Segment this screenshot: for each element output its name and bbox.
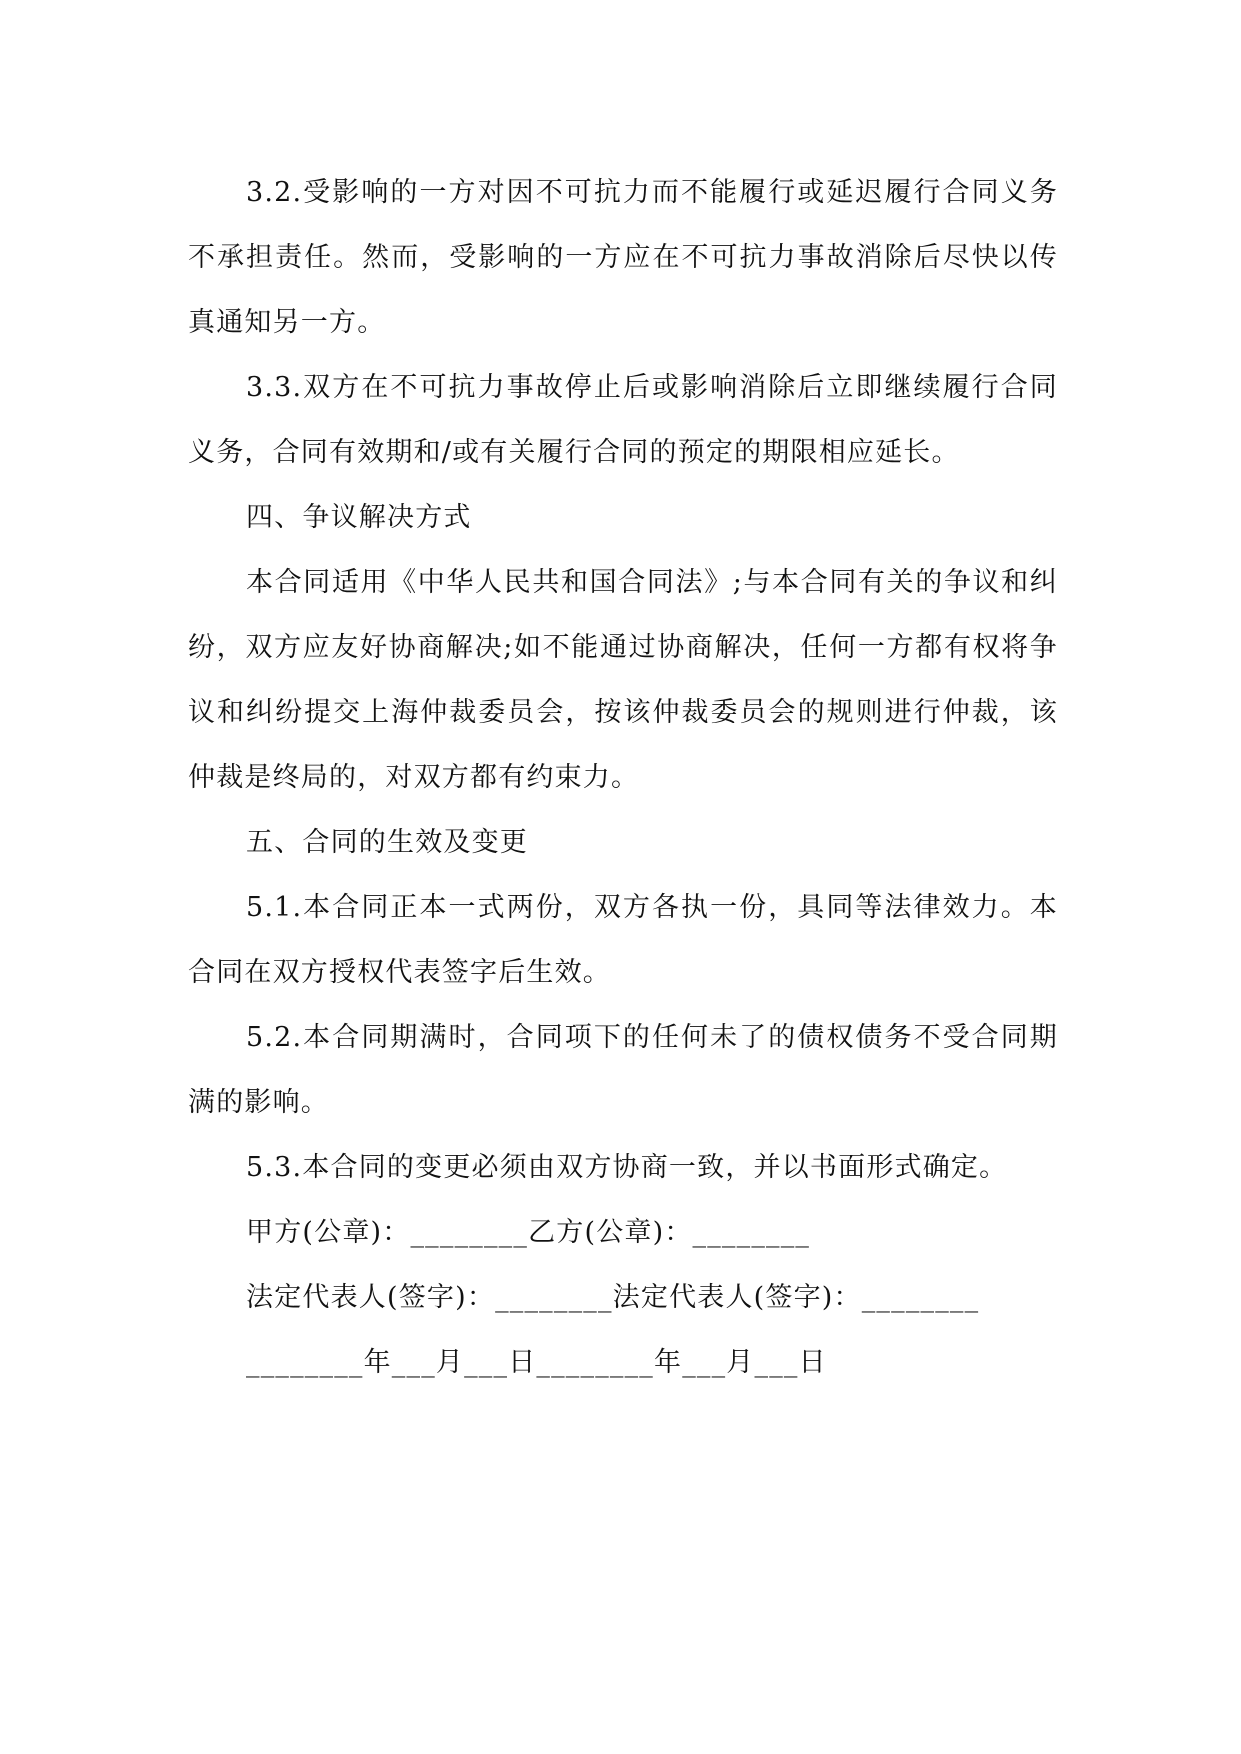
signature-block xyxy=(188,1200,1058,1395)
seal-line: 甲方(公章)：________乙方(公章)：________ xyxy=(246,1217,811,1248)
section-heading-dispute-resolution: 四、争议解决方式 xyxy=(246,502,472,533)
date-line: ________年___月___日________年___月___日 xyxy=(246,1347,827,1378)
clause-dispute-body: 本合同适用《中华人民共和国合同法》;与本合同有关的争议和纠纷，双方应友好协商解决;如不能通过协商解决，任何一方都有权将争议和纠纷提交上海仲裁委员会，按该仲裁委员会的规则进行仲裁，该仲裁是终局的，对双方都有约束力。 xyxy=(188,567,1058,793)
clause-5-2: 5.2.本合同期满时，合同项下的任何未了的债权债务不受合同期满的影响。 xyxy=(188,1022,1058,1118)
representative-signature-line: 法定代表人(签字)：________法定代表人(签字)：________ xyxy=(246,1282,980,1313)
clause-3-2: 3.2.受影响的一方对因不可抗力而不能履行或延迟履行合同义务不承担责任。然而，受影响的一方应在不可抗力事故消除后尽快以传真通知另一方。 xyxy=(188,177,1058,338)
section-heading-effect-and-changes: 五、合同的生效及变更 xyxy=(246,827,528,858)
clause-5-1: 5.1.本合同正本一式两份，双方各执一份，具同等法律效力。本合同在双方授权代表签字后生效。 xyxy=(188,892,1058,988)
clause-5-3: 5.3.本合同的变更必须由双方协商一致，并以书面形式确定。 xyxy=(246,1152,1008,1183)
clause-3-3: 3.3.双方在不可抗力事故停止后或影响消除后立即继续履行合同义务，合同有效期和/或有关履行合同的预定的期限相应延长。 xyxy=(188,372,1058,468)
document-page xyxy=(188,160,1058,1395)
